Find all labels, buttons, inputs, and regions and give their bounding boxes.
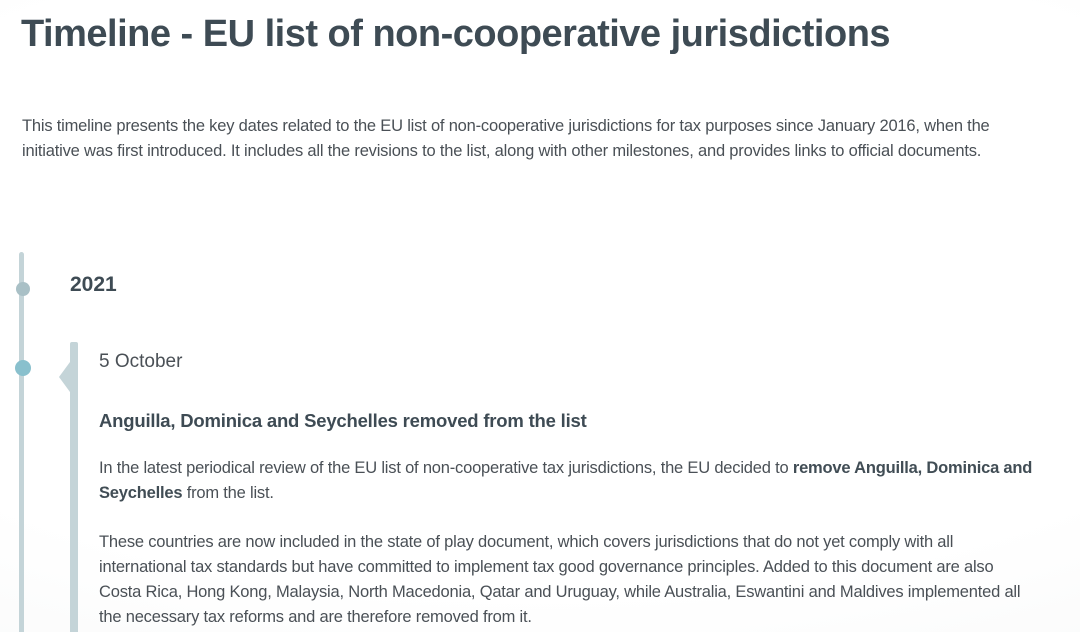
event-paragraph-1-bold: remove Anguilla, Dominica and Seychelles — [99, 459, 1033, 502]
intro-text: This timeline presents the key dates related to the EU list of non-cooperative jurisdictions for tax purposes since January 2016, when the initiative was first introduced. It includes all the revisions to the list, along with other milestones, and provides links to official documents. — [22, 117, 990, 160]
event-paragraph-1 — [99, 456, 1035, 506]
timeline-spine-line — [19, 252, 24, 632]
event-title: Anguilla, Dominica and Seychelles removed from the list — [99, 410, 587, 431]
timeline-year-label: 2021 — [70, 273, 117, 296]
event-paragraph-1-post: from the list. — [182, 484, 274, 502]
event-date: 5 October — [99, 351, 183, 372]
event-bar — [70, 342, 78, 632]
event-arrow-left-icon — [59, 362, 70, 392]
page-title: Timeline - EU list of non-cooperative jurisdictions — [21, 13, 891, 55]
timeline-year-dot — [16, 282, 30, 296]
event-paragraph-2: These countries are now included in the state of play document, which covers jurisdictions that do not yet comply with all international tax standards but have committed to implement tax good governance principles. Added to this document are also Costa Rica, Hong Kong, Malaysia, North Macedonia, Qatar and Uruguay, while Australia, Eswantini and Maldives implemented all the necessary tax reforms and are therefore removed from it. — [99, 533, 1021, 626]
event-paragraph-1-pre: In the latest periodical review of the EU list of non-cooperative tax jurisdictions, the EU decided to — [99, 459, 793, 477]
timeline-event-dot — [15, 360, 31, 376]
